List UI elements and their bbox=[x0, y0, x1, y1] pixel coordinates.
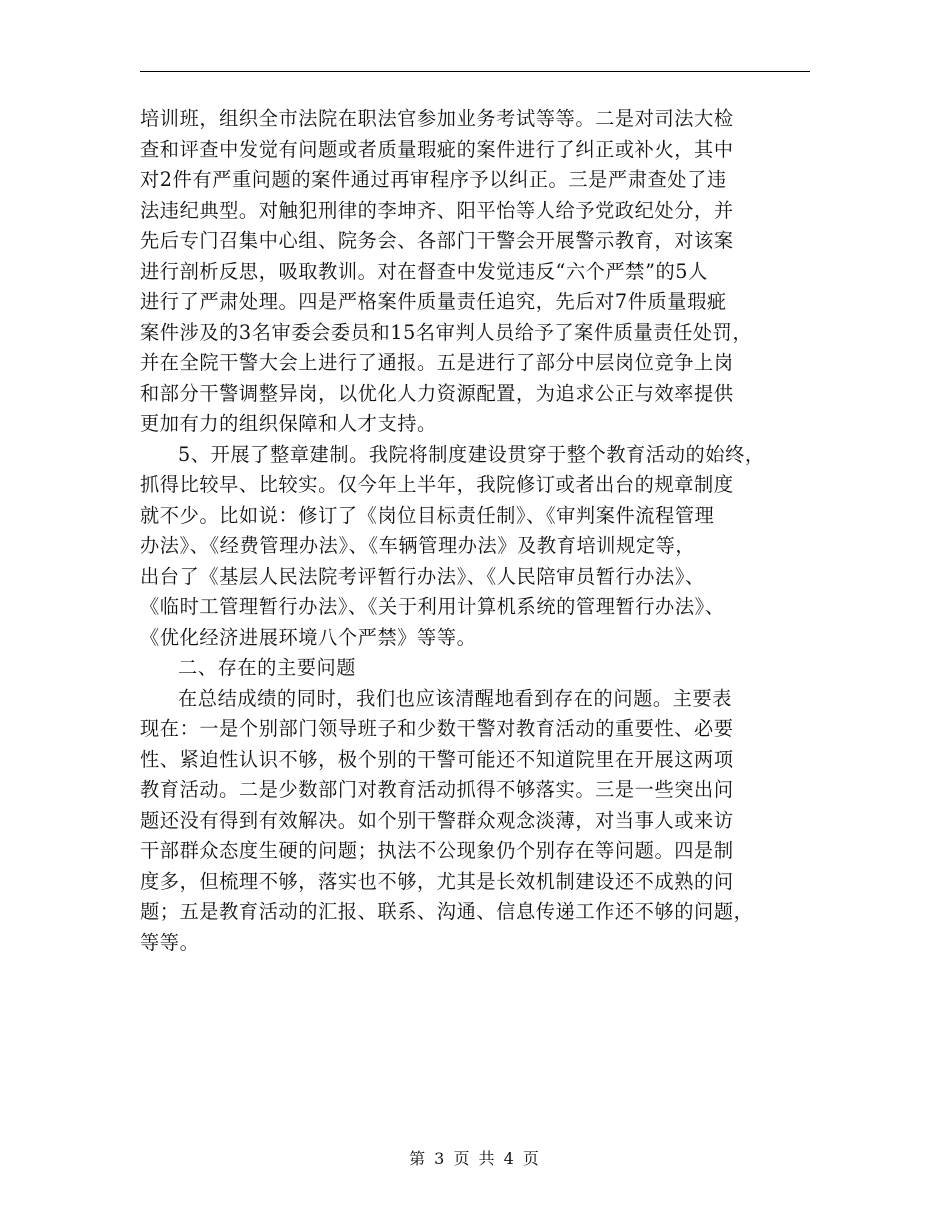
paragraph-start-line: 5、开展了整章建制。我院将制度建设贯穿于整个教育活动的始终， bbox=[178, 442, 765, 466]
section-heading: 二、存在的主要问题 bbox=[178, 656, 357, 679]
text-line: 查和评查中发觉有问题或者质量瑕疵的案件进行了纠正或补火，其中 bbox=[140, 137, 734, 161]
text-line: 出台了《基层人民法院考评暂行办法》、《人民陪审员暂行办法》、 bbox=[140, 564, 705, 588]
text-line: 更加有力的组织保障和人才支持。 bbox=[140, 412, 437, 435]
text-line: 等等。 bbox=[140, 930, 200, 954]
text-line: 对2件有严重问题的案件通过再审程序予以纠正。三是严肃查处了违 bbox=[140, 168, 727, 191]
text-line: 和部分干警调整异岗，以优化人力资源配置，为追求公正与效率提供 bbox=[140, 381, 734, 405]
text-line: 并在全院干警大会上进行了通报。五是进行了部分中层岗位竞争上岗 bbox=[140, 351, 734, 374]
text-line: 先后专门召集中心组、院务会、各部门干警会开展警示教育，对该案 bbox=[140, 229, 734, 252]
text-line: 培训班，组织全市法院在职法官参加业务考试等等。二是对司法大检 bbox=[140, 107, 734, 130]
text-line: 度多，但梳理不够，落实也不够，尤其是长效机制建设还不成熟的问 bbox=[140, 869, 734, 893]
text-line: 就不少。比如说：修订了《岗位目标责任制》、《审判案件流程管理 bbox=[140, 503, 715, 527]
text-line: 办法》、《经费管理办法》、《车辆管理办法》及教育培训规定等， bbox=[140, 534, 696, 557]
text-line: 进行了严肃处理。四是严格案件质量责任追究，先后对7件质量瑕疵 bbox=[140, 290, 727, 313]
text-line: 干部群众态度生硬的问题；执法不公现象仍个别存在等问题。四是制 bbox=[140, 839, 734, 862]
text-line: 《优化经济进展环境八个严禁》等等。 bbox=[140, 625, 477, 649]
text-line: 教育活动。二是少数部门对教育活动抓得不够落实。三是一些突出问 bbox=[140, 778, 734, 801]
paragraph-start-line: 在总结成绩的同时，我们也应该清醒地看到存在的问题。主要表 bbox=[178, 686, 733, 710]
text-line: 题；五是教育活动的汇报、联系、沟通、信息传递工作还不够的问题， bbox=[140, 900, 754, 923]
text-line: 《临时工管理暂行办法》、《关于利用计算机系统的管理暂行办法》、 bbox=[140, 595, 725, 618]
page-number-footer: 第 3 页 共 4 页 bbox=[409, 1149, 541, 1168]
text-line: 题还没有得到有效解决。如个别干警群众观念淡薄，对当事人或来访 bbox=[140, 808, 734, 832]
text-line: 现在：一是个别部门领导班子和少数干警对教育活动的重要性、必要 bbox=[140, 717, 734, 740]
header-rule bbox=[140, 71, 810, 72]
text-line: 进行剖析反思，吸取教训。对在督查中发觉违反“六个严禁”的5人 bbox=[140, 259, 708, 283]
text-line: 抓得比较早、比较实。仅今年上半年，我院修订或者出台的规章制度 bbox=[140, 473, 734, 496]
text-line: 法违纪典型。对触犯刑律的李坤齐、阳平怡等人给予党政纪处分，并 bbox=[140, 198, 734, 222]
body-text bbox=[140, 104, 820, 958]
text-line: 性、紧迫性认识不够，极个别的干警可能还不知道院里在开展这两项 bbox=[140, 747, 734, 771]
text-line: 案件涉及的3名审委会委员和15名审判人员给予了案件质量责任处罚， bbox=[140, 320, 753, 344]
